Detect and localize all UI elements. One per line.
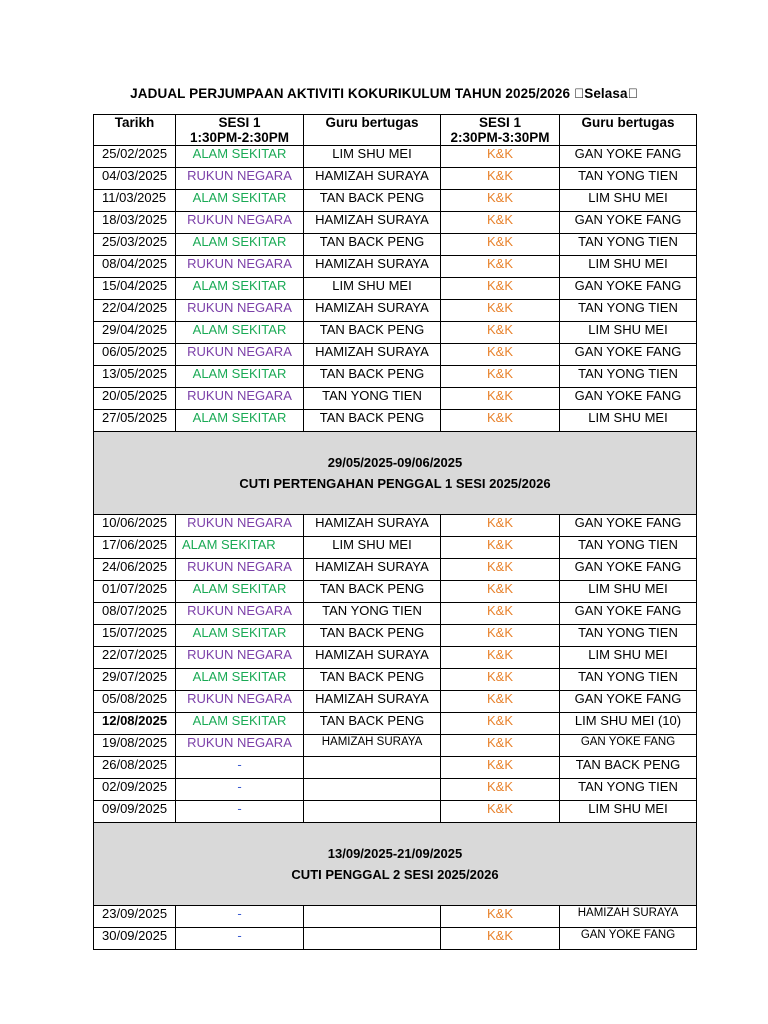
teacher-cell: HAMIZAH SURAYA bbox=[560, 906, 697, 928]
session2-cell: K&K bbox=[441, 300, 560, 322]
table-row bbox=[94, 278, 697, 300]
activity-cell: - bbox=[176, 928, 304, 950]
session2-cell: K&K bbox=[441, 410, 560, 432]
teacher-cell: TAN YONG TIEN bbox=[560, 300, 697, 322]
teacher-cell: HAMIZAH SURAYA bbox=[304, 300, 441, 322]
table-row bbox=[94, 537, 697, 559]
date-cell: 12/08/2025 bbox=[94, 713, 176, 735]
table-row bbox=[94, 515, 697, 537]
date-cell: 29/07/2025 bbox=[94, 669, 176, 691]
teacher-cell: TAN YONG TIEN bbox=[560, 366, 697, 388]
teacher-cell: LIM SHU MEI bbox=[304, 146, 441, 168]
date-cell: 19/08/2025 bbox=[94, 735, 176, 757]
date-cell: 01/07/2025 bbox=[94, 581, 176, 603]
activity-cell: ALAM SEKITAR bbox=[176, 322, 304, 344]
holiday-row bbox=[94, 823, 697, 906]
teacher-cell bbox=[304, 757, 441, 779]
session2-cell: K&K bbox=[441, 691, 560, 713]
date-cell: 27/05/2025 bbox=[94, 410, 176, 432]
teacher-cell: TAN YONG TIEN bbox=[560, 669, 697, 691]
teacher-cell: TAN BACK PENG bbox=[304, 190, 441, 212]
session2-cell: K&K bbox=[441, 647, 560, 669]
date-cell: 24/06/2025 bbox=[94, 559, 176, 581]
date-cell: 30/09/2025 bbox=[94, 928, 176, 950]
table-row bbox=[94, 212, 697, 234]
teacher-cell: TAN YONG TIEN bbox=[304, 603, 441, 625]
date-cell: 06/05/2025 bbox=[94, 344, 176, 366]
date-cell: 08/07/2025 bbox=[94, 603, 176, 625]
teacher-cell: HAMIZAH SURAYA bbox=[304, 344, 441, 366]
activity-cell: ALAM SEKITAR bbox=[176, 713, 304, 735]
activity-cell: RUKUN NEGARA bbox=[176, 515, 304, 537]
teacher-cell: TAN YONG TIEN bbox=[560, 234, 697, 256]
activity-cell: ALAM SEKITAR bbox=[176, 190, 304, 212]
table-row bbox=[94, 410, 697, 432]
table-row bbox=[94, 735, 697, 757]
date-cell: 15/07/2025 bbox=[94, 625, 176, 647]
activity-cell: RUKUN NEGARA bbox=[176, 256, 304, 278]
document-title: JADUAL PERJUMPAAN AKTIVITI KOKURIKULUM TAHUN 2025/2026 Selasa bbox=[140, 86, 628, 101]
teacher-cell: GAN YOKE FANG bbox=[560, 515, 697, 537]
table-row bbox=[94, 344, 697, 366]
table-row bbox=[94, 801, 697, 823]
teacher-cell: LIM SHU MEI bbox=[560, 322, 697, 344]
activity-cell: ALAM SEKITAR bbox=[176, 581, 304, 603]
table-row bbox=[94, 757, 697, 779]
teacher-cell: TAN BACK PENG bbox=[304, 322, 441, 344]
session2-cell: K&K bbox=[441, 146, 560, 168]
header-tarikh: Tarikh bbox=[94, 115, 176, 146]
session2-cell: K&K bbox=[441, 212, 560, 234]
teacher-cell: TAN YONG TIEN bbox=[304, 388, 441, 410]
date-cell: 26/08/2025 bbox=[94, 757, 176, 779]
activity-cell: RUKUN NEGARA bbox=[176, 212, 304, 234]
holiday-row bbox=[94, 432, 697, 515]
date-cell: 29/04/2025 bbox=[94, 322, 176, 344]
activity-cell: ALAM SEKITAR bbox=[176, 537, 304, 559]
teacher-cell: TAN BACK PENG bbox=[304, 410, 441, 432]
session2-cell: K&K bbox=[441, 625, 560, 647]
activity-cell: ALAM SEKITAR bbox=[176, 410, 304, 432]
teacher-cell: TAN BACK PENG bbox=[304, 625, 441, 647]
teacher-cell: HAMIZAH SURAYA bbox=[304, 559, 441, 581]
date-cell: 10/06/2025 bbox=[94, 515, 176, 537]
header-sesi1-second: SESI 1 2:30PM-3:30PM bbox=[441, 115, 560, 146]
teacher-cell: LIM SHU MEI bbox=[560, 801, 697, 823]
schedule-table bbox=[93, 114, 697, 950]
teacher-cell: LIM SHU MEI bbox=[304, 278, 441, 300]
session2-cell: K&K bbox=[441, 735, 560, 757]
session2-cell: K&K bbox=[441, 278, 560, 300]
teacher-cell: GAN YOKE FANG bbox=[560, 735, 697, 757]
table-row bbox=[94, 928, 697, 950]
session2-cell: K&K bbox=[441, 190, 560, 212]
date-cell: 04/03/2025 bbox=[94, 168, 176, 190]
activity-cell: ALAM SEKITAR bbox=[176, 669, 304, 691]
teacher-cell: GAN YOKE FANG bbox=[560, 344, 697, 366]
table-row bbox=[94, 647, 697, 669]
teacher-cell: TAN BACK PENG bbox=[304, 669, 441, 691]
teacher-cell: HAMIZAH SURAYA bbox=[304, 515, 441, 537]
table-row bbox=[94, 906, 697, 928]
session2-cell: K&K bbox=[441, 515, 560, 537]
table-row bbox=[94, 256, 697, 278]
holiday-label: CUTI PENGGAL 2 SESI 2025/2026 bbox=[291, 867, 499, 882]
date-cell: 18/03/2025 bbox=[94, 212, 176, 234]
session2-cell: K&K bbox=[441, 322, 560, 344]
holiday-dates: 13/09/2025-21/09/2025 bbox=[327, 846, 463, 861]
header-guru-second: Guru bertugas bbox=[560, 115, 697, 146]
date-cell: 09/09/2025 bbox=[94, 801, 176, 823]
date-cell: 22/04/2025 bbox=[94, 300, 176, 322]
activity-cell: - bbox=[176, 757, 304, 779]
teacher-cell: TAN YONG TIEN bbox=[560, 625, 697, 647]
header-guru-first: Guru bertugas bbox=[304, 115, 441, 146]
teacher-cell: GAN YOKE FANG bbox=[560, 559, 697, 581]
teacher-cell: LIM SHU MEI bbox=[560, 647, 697, 669]
teacher-cell: HAMIZAH SURAYA bbox=[304, 256, 441, 278]
teacher-cell bbox=[304, 906, 441, 928]
table-row bbox=[94, 713, 697, 735]
activity-cell: - bbox=[176, 801, 304, 823]
activity-cell: RUKUN NEGARA bbox=[176, 647, 304, 669]
table-row bbox=[94, 300, 697, 322]
session2-cell: K&K bbox=[441, 713, 560, 735]
table-row bbox=[94, 234, 697, 256]
header-row bbox=[94, 115, 697, 146]
teacher-cell: GAN YOKE FANG bbox=[560, 388, 697, 410]
table-row bbox=[94, 559, 697, 581]
teacher-cell: TAN BACK PENG bbox=[304, 234, 441, 256]
session2-cell: K&K bbox=[441, 344, 560, 366]
holiday-block-2 bbox=[94, 823, 697, 906]
teacher-cell: HAMIZAH SURAYA bbox=[304, 691, 441, 713]
session2-cell: K&K bbox=[441, 779, 560, 801]
session2-cell: K&K bbox=[441, 388, 560, 410]
holiday-dates: 29/05/2025-09/06/2025 bbox=[327, 455, 463, 470]
activity-cell: RUKUN NEGARA bbox=[176, 559, 304, 581]
activity-cell: - bbox=[176, 906, 304, 928]
table-row bbox=[94, 366, 697, 388]
session2-cell: K&K bbox=[441, 603, 560, 625]
teacher-cell: GAN YOKE FANG bbox=[560, 278, 697, 300]
teacher-cell: GAN YOKE FANG bbox=[560, 603, 697, 625]
session2-cell: K&K bbox=[441, 366, 560, 388]
date-cell: 08/04/2025 bbox=[94, 256, 176, 278]
holiday-label: CUTI PERTENGAHAN PENGGAL 1 SESI 2025/2026 bbox=[239, 476, 551, 491]
date-cell: 25/03/2025 bbox=[94, 234, 176, 256]
teacher-cell: TAN YONG TIEN bbox=[560, 537, 697, 559]
teacher-cell: GAN YOKE FANG bbox=[560, 146, 697, 168]
activity-cell: RUKUN NEGARA bbox=[176, 603, 304, 625]
teacher-cell: TAN BACK PENG bbox=[560, 757, 697, 779]
teacher-cell: LIM SHU MEI (10) bbox=[560, 713, 697, 735]
activity-cell: ALAM SEKITAR bbox=[176, 146, 304, 168]
teacher-cell bbox=[304, 801, 441, 823]
teacher-cell bbox=[304, 779, 441, 801]
session2-cell: K&K bbox=[441, 581, 560, 603]
table-row bbox=[94, 581, 697, 603]
teacher-cell: LIM SHU MEI bbox=[560, 581, 697, 603]
teacher-cell: LIM SHU MEI bbox=[560, 256, 697, 278]
teacher-cell: LIM SHU MEI bbox=[560, 410, 697, 432]
session2-cell: K&K bbox=[441, 559, 560, 581]
session2-cell: K&K bbox=[441, 256, 560, 278]
session2-cell: K&K bbox=[441, 537, 560, 559]
activity-cell: RUKUN NEGARA bbox=[176, 735, 304, 757]
activity-cell: ALAM SEKITAR bbox=[176, 366, 304, 388]
activity-cell: RUKUN NEGARA bbox=[176, 388, 304, 410]
date-cell: 05/08/2025 bbox=[94, 691, 176, 713]
teacher-cell: GAN YOKE FANG bbox=[560, 928, 697, 950]
teacher-cell: HAMIZAH SURAYA bbox=[304, 168, 441, 190]
teacher-cell: TAN YONG TIEN bbox=[560, 168, 697, 190]
table-row bbox=[94, 779, 697, 801]
header-sesi1-first: SESI 1 1:30PM-2:30PM bbox=[176, 115, 304, 146]
date-cell: 13/05/2025 bbox=[94, 366, 176, 388]
schedule-block-1 bbox=[94, 146, 697, 432]
activity-cell: RUKUN NEGARA bbox=[176, 691, 304, 713]
date-cell: 17/06/2025 bbox=[94, 537, 176, 559]
activity-cell: ALAM SEKITAR bbox=[176, 278, 304, 300]
holiday-cell bbox=[94, 823, 697, 906]
date-cell: 11/03/2025 bbox=[94, 190, 176, 212]
session2-cell: K&K bbox=[441, 234, 560, 256]
table-row bbox=[94, 669, 697, 691]
session2-cell: K&K bbox=[441, 928, 560, 950]
date-cell: 25/02/2025 bbox=[94, 146, 176, 168]
teacher-cell: LIM SHU MEI bbox=[560, 190, 697, 212]
teacher-cell bbox=[304, 928, 441, 950]
teacher-cell: GAN YOKE FANG bbox=[560, 212, 697, 234]
table-row bbox=[94, 146, 697, 168]
teacher-cell: TAN BACK PENG bbox=[304, 581, 441, 603]
date-cell: 02/09/2025 bbox=[94, 779, 176, 801]
activity-cell: RUKUN NEGARA bbox=[176, 300, 304, 322]
table-row bbox=[94, 625, 697, 647]
activity-cell: ALAM SEKITAR bbox=[176, 625, 304, 647]
teacher-cell: TAN YONG TIEN bbox=[560, 779, 697, 801]
session2-cell: K&K bbox=[441, 906, 560, 928]
teacher-cell: HAMIZAH SURAYA bbox=[304, 735, 441, 757]
teacher-cell: TAN BACK PENG bbox=[304, 366, 441, 388]
teacher-cell: HAMIZAH SURAYA bbox=[304, 647, 441, 669]
table-row bbox=[94, 603, 697, 625]
session2-cell: K&K bbox=[441, 757, 560, 779]
activity-cell: RUKUN NEGARA bbox=[176, 344, 304, 366]
date-cell: 23/09/2025 bbox=[94, 906, 176, 928]
holiday-block-1 bbox=[94, 432, 697, 515]
activity-cell: ALAM SEKITAR bbox=[176, 234, 304, 256]
holiday-cell bbox=[94, 432, 697, 515]
table-row bbox=[94, 190, 697, 212]
teacher-cell: GAN YOKE FANG bbox=[560, 691, 697, 713]
date-cell: 20/05/2025 bbox=[94, 388, 176, 410]
teacher-cell: TAN BACK PENG bbox=[304, 713, 441, 735]
table-row bbox=[94, 691, 697, 713]
session2-cell: K&K bbox=[441, 669, 560, 691]
teacher-cell: LIM SHU MEI bbox=[304, 537, 441, 559]
session2-cell: K&K bbox=[441, 168, 560, 190]
date-cell: 22/07/2025 bbox=[94, 647, 176, 669]
activity-cell: RUKUN NEGARA bbox=[176, 168, 304, 190]
activity-cell: - bbox=[176, 779, 304, 801]
table-row bbox=[94, 168, 697, 190]
schedule-block-2 bbox=[94, 515, 697, 823]
table-row bbox=[94, 388, 697, 410]
table-row bbox=[94, 322, 697, 344]
teacher-cell: HAMIZAH SURAYA bbox=[304, 212, 441, 234]
schedule-block-3 bbox=[94, 906, 697, 950]
session2-cell: K&K bbox=[441, 801, 560, 823]
date-cell: 15/04/2025 bbox=[94, 278, 176, 300]
